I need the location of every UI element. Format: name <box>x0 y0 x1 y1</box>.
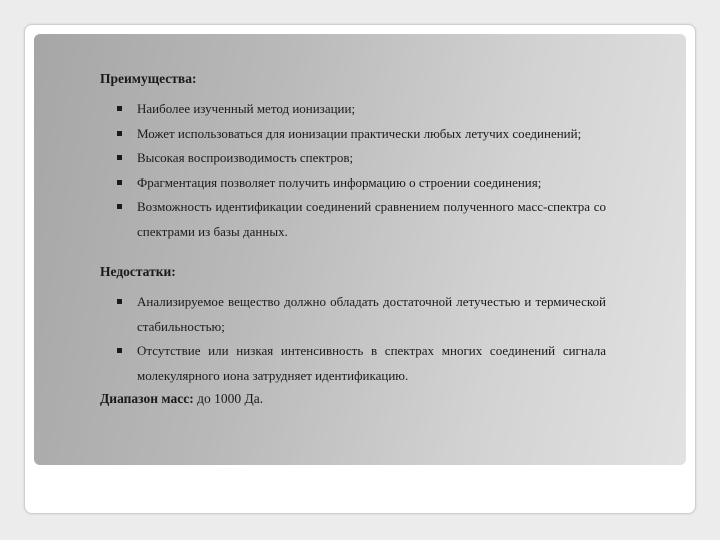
disadvantages-heading: Недостатки: <box>100 264 176 279</box>
advantages-heading: Преимущества: <box>100 71 197 86</box>
square-bullet-icon <box>117 299 122 304</box>
list-item-text: Может использоваться для ионизации практически любых летучих соединений; <box>137 125 582 141</box>
square-bullet-icon <box>117 204 122 209</box>
list-item <box>100 122 606 147</box>
square-bullet-icon <box>117 106 122 111</box>
mass-range-value: до 1000 Да. <box>193 391 264 406</box>
list-item <box>100 97 606 122</box>
advantages-list <box>100 97 606 244</box>
list-item-text: Анализируемое вещество должно обладать достаточной летучестью и термической стабильностью; <box>137 294 606 334</box>
square-bullet-icon <box>117 348 122 353</box>
list-item-text: Возможность идентификации соединений сравнением полученного масс-спектра со спектрами из базы данных. <box>137 199 606 239</box>
square-bullet-icon <box>117 180 122 185</box>
list-item <box>100 146 606 171</box>
list-item <box>100 195 606 244</box>
disadvantages-list <box>100 290 606 388</box>
slide-content <box>100 70 606 408</box>
list-item-text: Фрагментация позволяет получить информацию о строении соединения; <box>137 174 542 190</box>
mass-range-label: Диапазон масс: <box>100 391 194 406</box>
list-item-text: Высокая воспроизводимость спектров; <box>137 150 354 165</box>
mass-range-line <box>100 390 606 408</box>
list-item <box>100 290 606 339</box>
square-bullet-icon <box>117 131 122 136</box>
list-item-text: Наиболее изученный метод ионизации; <box>137 101 356 116</box>
square-bullet-icon <box>117 155 122 160</box>
list-item <box>100 171 606 196</box>
list-item-text: Отсутствие или низкая интенсивность в спектрах многих соединений сигнала молекулярного иона затрудняет идентификацию. <box>137 343 606 383</box>
list-item <box>100 339 606 388</box>
